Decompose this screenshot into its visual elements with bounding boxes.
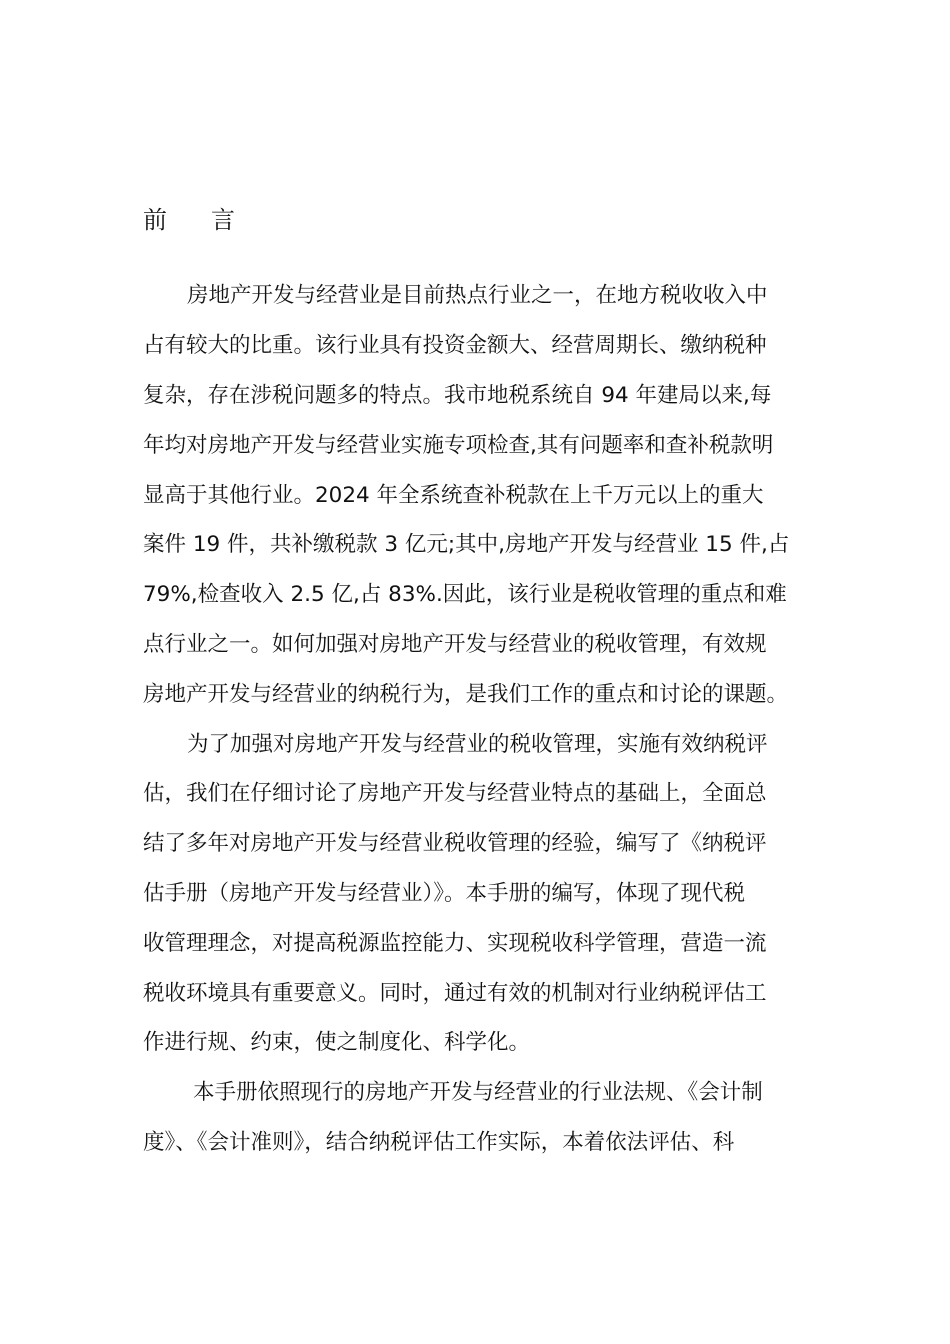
paragraph-1-line-7: 79%,检查收入 2.5 亿,占 83%.因此，该行业是税收管理的重点和难	[143, 582, 787, 607]
paragraph-2-line-2: 估，我们在仔细讨论了房地产开发与经营业特点的基础上，全面总	[143, 781, 767, 806]
paragraph-2-line-6: 税收环境具有重要意义。同时，通过有效的机制对行业纳税评估工	[143, 981, 767, 1006]
paragraph-1-line-1: 房地产开发与经营业是目前热点行业之一，在地方税收收入中	[187, 283, 768, 308]
paragraph-2-line-1: 为了加强对房地产开发与经营业的税收管理，实施有效纳税评	[187, 732, 768, 757]
paragraph-1-line-6: 案件 19 件，共补缴税款 3 亿元;其中,房地产开发与经营业 15 件,占	[143, 532, 790, 557]
page-title: 前言	[143, 206, 279, 234]
paragraph-1-line-8: 点行业之一。如何加强对房地产开发与经营业的税收管理，有效规	[143, 632, 767, 657]
paragraph-2-line-5: 收管理理念，对提高税源监控能力、实现税收科学管理，营造一流	[143, 931, 767, 956]
paragraph-2-line-7: 作进行规、约束，使之制度化、科学化。	[143, 1030, 531, 1055]
paragraph-1-line-3: 复杂，存在涉税问题多的特点。我市地税系统自 94 年建局以来,每	[143, 383, 772, 408]
paragraph-2-line-4: 估手册（房地产开发与经营业）》。本手册的编写，体现了现代税	[143, 881, 746, 906]
paragraph-1-line-4: 年均对房地产开发与经营业实施专项检查,其有问题率和查补税款明	[143, 433, 774, 458]
paragraph-2-line-3: 结了多年对房地产开发与经营业税收管理的经验，编写了《纳税评	[143, 831, 767, 856]
paragraph-1-line-2: 占有较大的比重。该行业具有投资金额大、经营周期长、缴纳税种	[143, 333, 767, 358]
paragraph-1-line-5: 显高于其他行业。2024 年全系统查补税款在上千万元以上的重大	[143, 483, 764, 508]
paragraph-3-line-2: 度》、《会计准则》，结合纳税评估工作实际，本着依法评估、科	[143, 1130, 735, 1155]
paragraph-1-line-9: 房地产开发与经营业的纳税行为，是我们工作的重点和讨论的课题。	[143, 682, 789, 707]
paragraph-3-line-1: 本手册依照现行的房地产开发与经营业的行业法规、《会计制	[193, 1080, 763, 1105]
